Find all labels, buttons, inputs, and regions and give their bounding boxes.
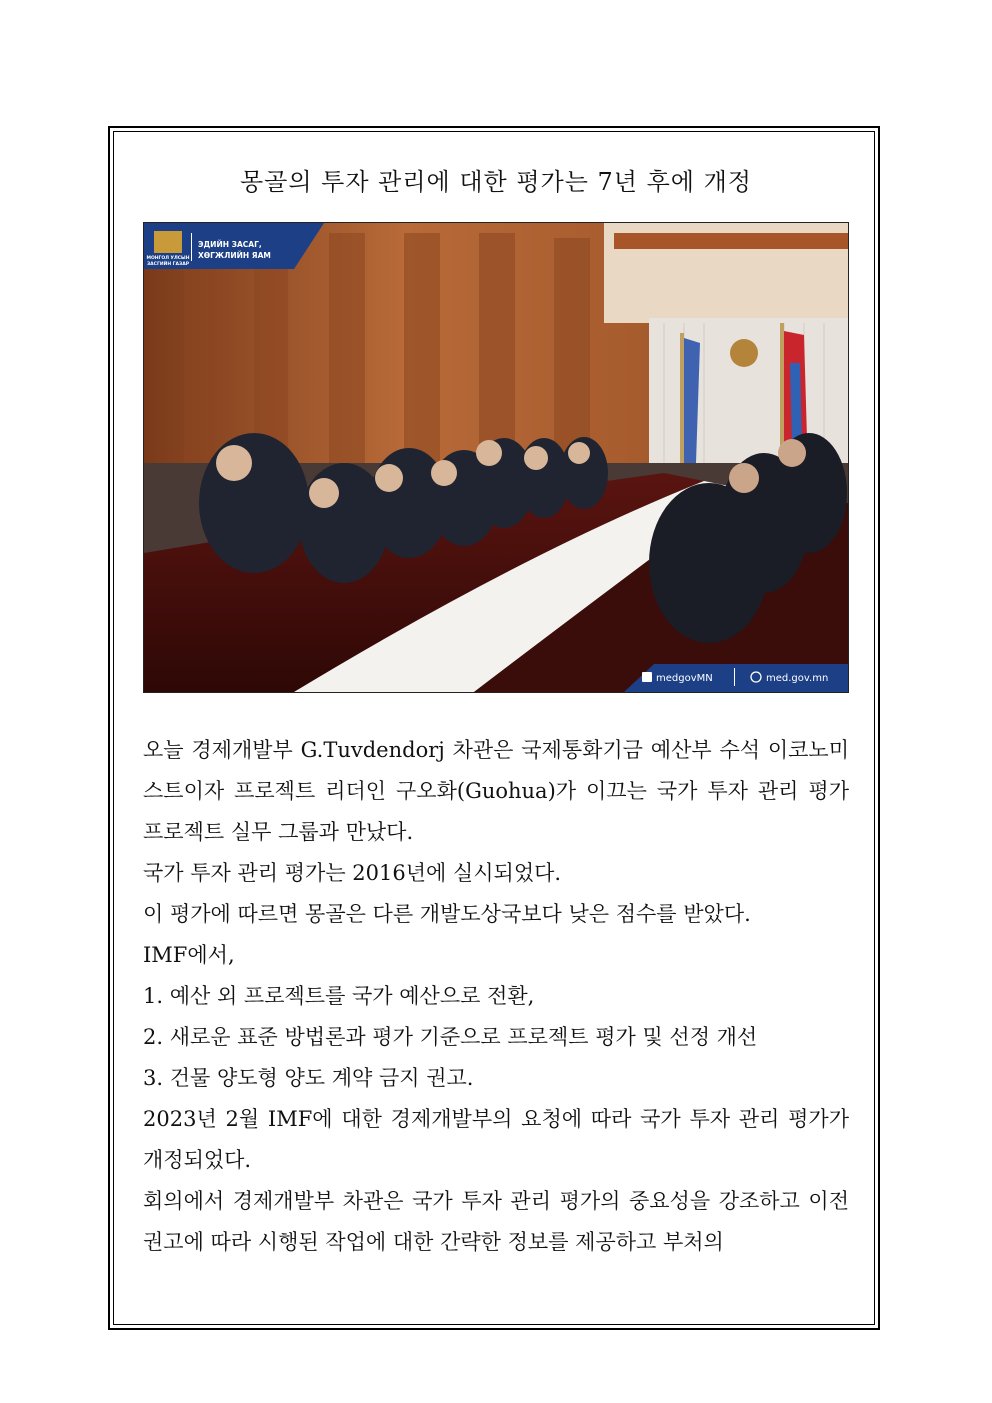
article-title: 몽골의 투자 관리에 대한 평가는 7년 후에 개정 — [240, 168, 752, 196]
list-item: 2. 새로운 표준 방법론과 평가 기준으로 프로젝트 평가 및 선정 개선 — [143, 1025, 758, 1049]
paragraph: 이 평가에 따르면 몽골은 다른 개발도상국보다 낮은 점수를 받았다. — [143, 902, 751, 926]
list-item: 3. 건물 양도형 양도 계약 금지 권고. — [143, 1066, 474, 1090]
paragraph: 2023년 2월 IMF에 대한 경제개발부의 요청에 따라 국가 투자 관리 평가가 개정되었다. — [143, 1107, 849, 1172]
logo-small-line1: МОНГОЛ УЛСЫН — [146, 256, 190, 261]
paragraph: 국가 투자 관리 평가는 2016년에 실시되었다. — [143, 861, 562, 885]
logo-line2: ХӨГЖЛИЙН ЯАМ — [198, 251, 271, 260]
logo-small-line2: ЗАСГИЙН ГАЗАР — [146, 262, 190, 267]
facebook-handle: medgovMN — [656, 673, 713, 684]
article-body — [143, 730, 849, 1263]
website-url: med.gov.mn — [766, 673, 829, 684]
paragraph: 오늘 경제개발부 G.Tuvdendorj 차관은 국제통화기금 예산부 수석 이코노미스트이자 프로젝트 리더인 구오화(Guohua)가 이끄는 국가 투자 관리 평가 프로젝트 실무 그룹과 만났다. — [143, 738, 849, 844]
list-item: 1. 예산 외 프로젝트를 국가 예산으로 전환, — [143, 984, 535, 1008]
meeting-photo — [143, 222, 849, 693]
paragraph: 회의에서 경제개발부 차관은 국가 투자 관리 평가의 중요성을 강조하고 이전 권고에 따라 시행된 작업에 대한 간략한 정보를 제공하고 부처의 — [143, 1189, 849, 1254]
logo-line1: ЭДИЙН ЗАСАГ, — [198, 240, 262, 249]
paragraph: IMF에서, — [143, 943, 235, 967]
